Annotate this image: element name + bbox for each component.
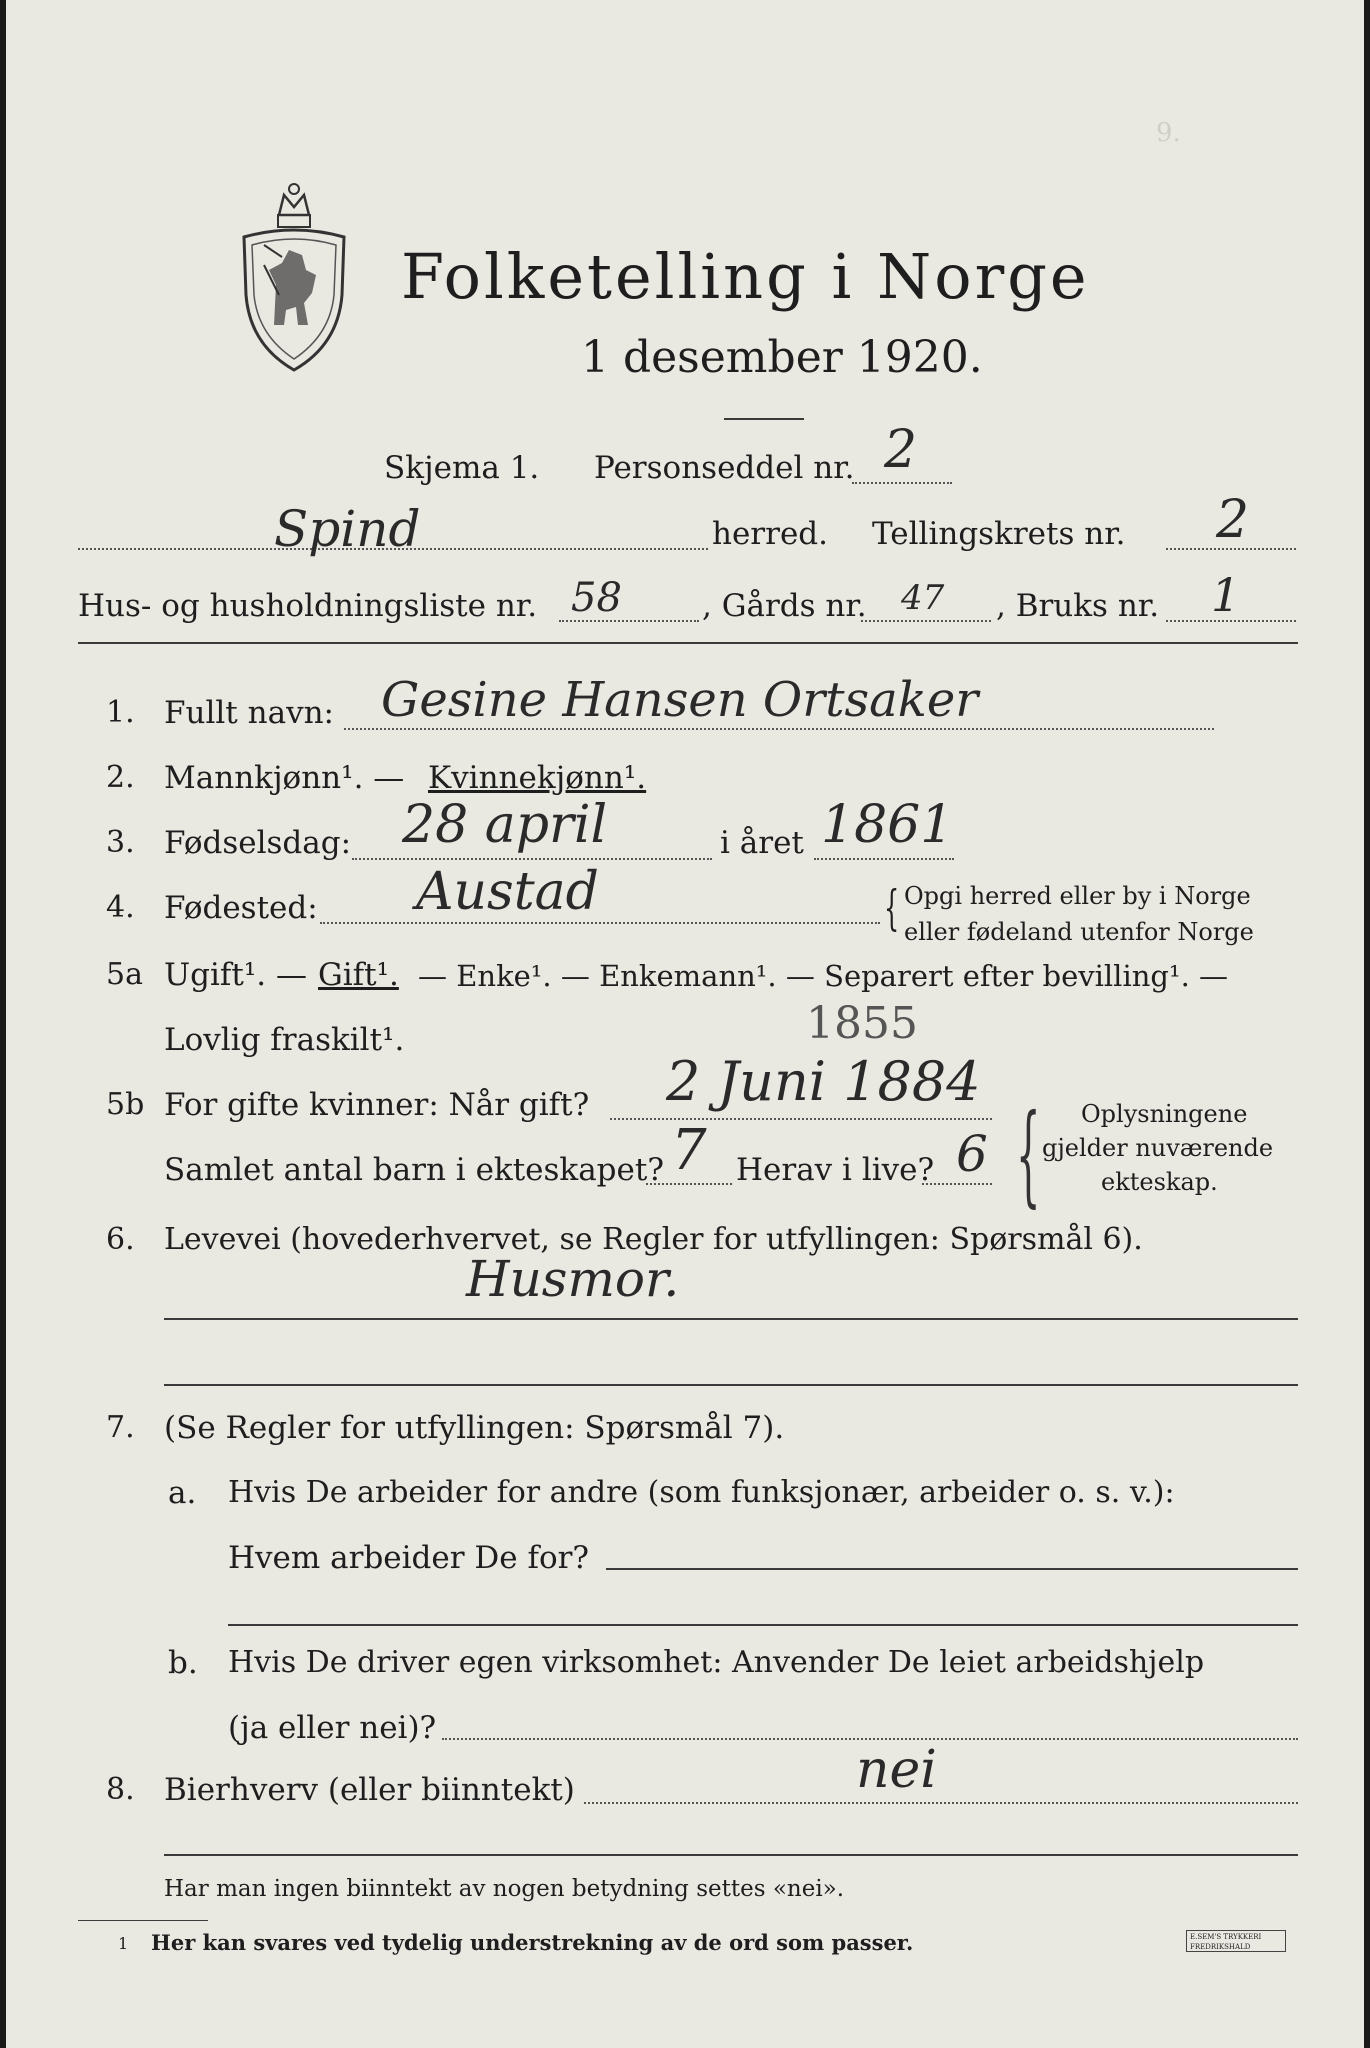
q8-field (584, 1802, 1298, 1804)
q5b-alive-field (922, 1183, 992, 1185)
personseddel-label: Personseddel nr. (594, 450, 855, 486)
q5b-note-line2: gjelder nuværende (1042, 1134, 1274, 1162)
q6-value: Husmor. (466, 1250, 680, 1308)
footnote-text: Her kan svares ved tydelig understrekning av de ord som passer. (151, 1930, 914, 1955)
q1-number: 1. (106, 695, 135, 730)
census-form-page (6, 0, 1364, 2048)
q8-value: nei (856, 1740, 937, 1800)
q5b-married-field (610, 1118, 992, 1120)
header-divider (78, 642, 1298, 644)
q7b-question: (ja eller nei)? (228, 1710, 437, 1746)
q1-label: Fullt navn: (164, 695, 334, 731)
q2-male-option: Mannkjønn¹. — (164, 760, 405, 796)
q3-label: Fødselsdag: (164, 825, 352, 861)
q6-number: 6. (106, 1222, 135, 1257)
hus-label: Hus- og husholdningsliste nr. (78, 588, 538, 624)
q5b-brace: { (1016, 1090, 1041, 1218)
q7a-extra-line (228, 1624, 1298, 1626)
bruks-label: , Bruks nr. (996, 588, 1160, 624)
q5a-ugift-option: Ugift¹. — (164, 957, 307, 993)
personseddel-value: 2 (884, 420, 918, 480)
q5b-note-line1: Oplysningene (1081, 1100, 1248, 1128)
q4-note-line2: eller fødeland utenfor Norge (904, 918, 1254, 946)
q4-field (320, 922, 880, 924)
tellingskrets-label: Tellingskrets nr. (872, 516, 1126, 552)
footnote-rule (78, 1920, 208, 1921)
gards-value: 47 (901, 578, 945, 618)
q3-day-field (352, 858, 712, 860)
q5a-fraskilt-option: Lovlig fraskilt¹. (164, 1022, 405, 1058)
q1-value: Gesine Hansen Ortsaker (381, 672, 979, 728)
printer-stamp: E.SEM'S TRYKKERI FREDRIKSHALD (1186, 1930, 1286, 1952)
q8-number: 8. (106, 1772, 135, 1807)
q6-line2 (164, 1384, 1298, 1386)
q3-year-value: 1861 (821, 795, 954, 855)
herred-value: Spind (274, 500, 421, 558)
gards-field (861, 620, 991, 622)
q1-field (344, 728, 1214, 730)
q7-number: 7. (106, 1410, 135, 1445)
q7a-question: Hvem arbeider De for? (228, 1540, 590, 1576)
q6-line1 (164, 1318, 1298, 1320)
q5a-number: 5a (106, 957, 143, 992)
q5b-children-field (646, 1183, 732, 1185)
q5a-annotation: 1855 (806, 998, 918, 1049)
q4-brace: { (884, 880, 900, 936)
q8-label: Bierhverv (eller biinntekt) (164, 1772, 575, 1808)
schema-label: Skjema 1. (384, 450, 540, 486)
q7a-letter: a. (168, 1475, 197, 1511)
bleed-through-text: 9. (1156, 118, 1181, 148)
norwegian-coat-of-arms-icon (234, 175, 354, 375)
hus-value: 58 (571, 575, 622, 621)
footer-divider (164, 1854, 1298, 1856)
q6-label: Levevei (hovederhvervet, se Regler for utfyllingen: Spørsmål 6). (164, 1222, 1143, 1257)
q3-number: 3. (106, 825, 135, 860)
footer-note: Har man ingen biinntekt av nogen betydning settes «nei». (164, 1876, 845, 1902)
q7-label: (Se Regler for utfyllingen: Spørsmål 7). (164, 1410, 785, 1446)
q4-note-line1: Opgi herred eller by i Norge (904, 882, 1251, 910)
q5b-children-value: 7 (671, 1118, 707, 1183)
tellingskrets-value: 2 (1216, 490, 1250, 550)
q7a-answer-line (606, 1568, 1298, 1570)
q5b-alive-value: 6 (956, 1125, 988, 1183)
bruks-value: 1 (1211, 568, 1241, 622)
census-date: 1 desember 1920. (581, 332, 983, 383)
q5b-number: 5b (106, 1087, 145, 1122)
q4-label: Fødested: (164, 890, 318, 926)
footnote-mark: 1 (118, 1934, 129, 1953)
gards-label: , Gårds nr. (702, 588, 867, 624)
personseddel-field (852, 482, 952, 484)
q4-value: Austad (416, 862, 599, 922)
q5b-label: For gifte kvinner: Når gift? (164, 1087, 590, 1123)
q7b-text: Hvis De driver egen virksomhet: Anvender De leiet arbeidshjelp (228, 1645, 1205, 1680)
q2-number: 2. (106, 760, 135, 795)
q5b-children-label: Samlet antal barn i ekteskapet? (164, 1152, 664, 1188)
q5a-gift-option: Gift¹. (318, 957, 399, 993)
herred-label: herred. (712, 516, 828, 552)
q3-day-value: 28 april (402, 795, 608, 855)
title-divider (724, 418, 804, 420)
q5b-married-value: 2 Juni 1884 (666, 1050, 981, 1113)
q4-number: 4. (106, 890, 135, 925)
page-title: Folketelling i Norge (401, 240, 1090, 313)
q5b-note-line3: ekteskap. (1101, 1168, 1218, 1196)
q2-female-option: Kvinnekjønn¹. (428, 760, 647, 796)
q5a-other-options: — Enke¹. — Enkemann¹. — Separert efter bevilling¹. — (418, 959, 1229, 993)
q3-year-label: i året (720, 825, 804, 861)
q7a-text: Hvis De arbeider for andre (som funksjonær, arbeider o. s. v.): (228, 1475, 1175, 1510)
q3-year-field (814, 858, 954, 860)
q7b-letter: b. (168, 1645, 198, 1681)
q5b-alive-label: Herav i live? (736, 1152, 935, 1188)
